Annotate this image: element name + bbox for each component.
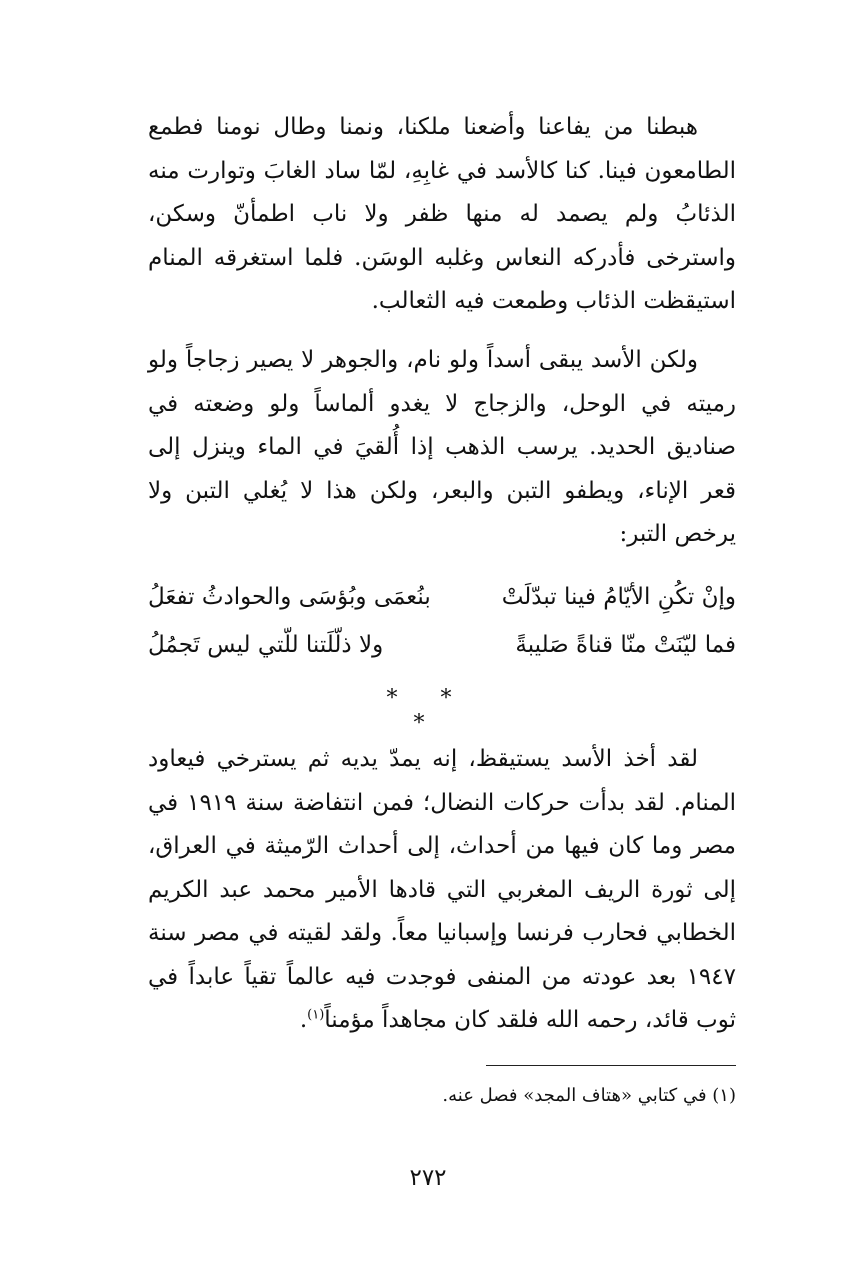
page-number: ٢٧٢ (409, 1165, 447, 1191)
text-column (148, 0, 736, 1270)
paragraph-3-text: لقد أخذ الأسد يستيقظ، إنه يمدّ يديه ثم يسترخي فيعاود المنام. لقد بدأت حركات النضال؛ فمن انتفاضة سنة ١٩١٩ في مصر وما كان فيها من أحداث، إلى أحداث الرّميثة في العراق، إلى ثورة الريف المغربي التي قادها الأمير محمد عبد الكريم الخطابي فحارب فرنسا وإسبانيا معاً. ولقد لقيته في مصر سنة ١٩٤٧ بعد عودته من المنفى فوجدت فيه عالماً تقياً عابداً في ثوب قائد، رحمه الله فلقد كان مجاهداً مؤمناً (148, 746, 736, 1033)
verse-1-second-hemistich: بنُعمَى وبُؤسَى والحوادثُ تفعَلُ (148, 584, 431, 610)
paragraph-2: ولكن الأسد يبقى أسداً ولو نام، والجوهر لا يصير زجاجاً ولو رميته في الوحل، والزجاج لا يغدو ألماساً ولو وضعته في صناديق الحديد. يرسب الذهب إذا أُلقيَ في الماء وينزل إلى قعر الإناء، ويطفو التبن والبعر، ولكن هذا لا يُغلي التبن ولا يرخص التبر: (148, 347, 736, 547)
section-separator: * * * (386, 686, 470, 736)
footnote: (١) في كتابي «هتاف المجد» فصل عنه. (442, 1085, 736, 1106)
footnote-reference[interactable]: (١) (307, 1007, 325, 1023)
paragraph-3 (148, 738, 736, 1043)
verse-2-first-hemistich: فما ليّنَتْ منّا قناةً صَليبةً (515, 632, 736, 658)
paragraph-1: هبطنا من يفاعنا وأضعنا ملكنا، ونمنا وطال نومنا فطمع الطامعون فينا. كنا كالأسد في غابِهِ، لمّا ساد الغابَ وتوارت منه الذئابُ ولم يصمد له منها ظفر ولا ناب اطمأنّ وسكن، واسترخى فأدركه النعاس وغلبه الوسَن. فلما استغرقه المنام استيقظت الذئاب وطمعت فيه الثعالب. (148, 114, 736, 314)
verse-1-first-hemistich: وإنْ تكُنِ الأيّامُ فينا تبدّلَتْ (501, 584, 736, 610)
verse-2-second-hemistich: ولا ذلّلَتنا للّتي ليس تَجمُلُ (148, 632, 384, 658)
paragraph-3-end: . (299, 1007, 308, 1033)
footnote-divider (486, 1065, 736, 1066)
